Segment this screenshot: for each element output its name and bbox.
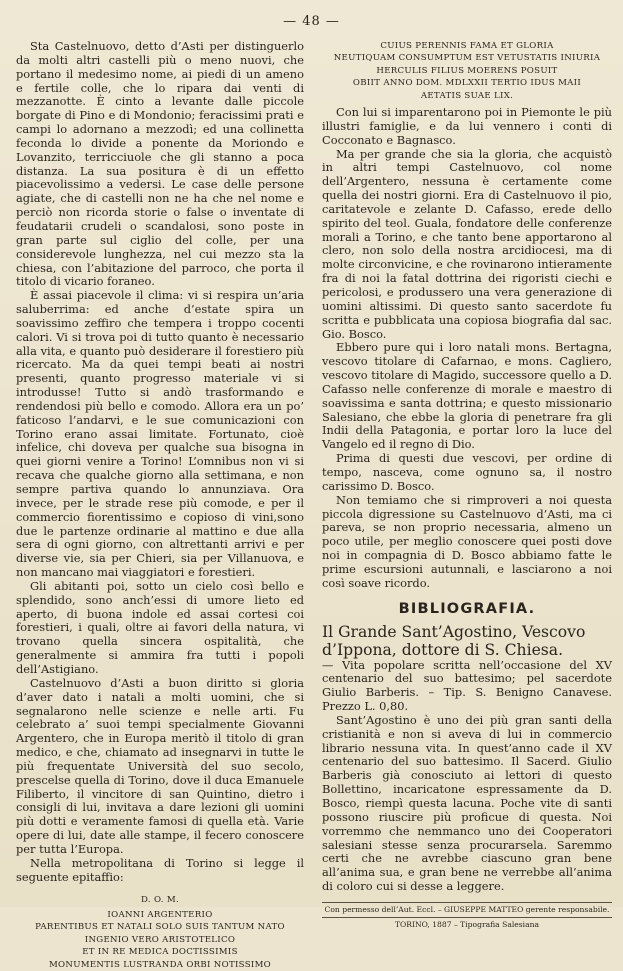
paragraph: È assai piacevole il clima: vi si respira un’aria saluberrima: ed anche d’estate spira un soavissimo zeffiro che tempera i troppo cocenti calori. Vi si trova poi di tutto quanto è necessario alla vita, e quanto può desiderare il forestiero più ricercato. Ma da quei tempi beati ai nostri presenti, quanto progresso materiale vi si introdusse! Tutto si andò trasformando e rendendosi più bello e comodo. Allora era un po’ faticoso l’andarvi, e le sue comunicazioni con Torino erano assai limitate. Fortunato, cioè infelice, chi doveva per qualche sua bisogna in quei giorni venire a Torino! L’omnibus non vi si recava che qualche giorno alla settimana, e non sempre partiva quando lo annunziava. Ora invece, per le strade rese più comode, e per il commercio fiorentissimo e copioso di vini,sono due le partenze ordinarie al mattino e due alla sera di ogni giorno, con altrettanti arrivi e per diverse vie, sia per Chieri, sia per Villanuova, e non mancano mai viaggiatori e forestieri. [16, 288, 304, 580]
paragraph: Con lui si imparentarono poi in Piemonte le più illustri famiglie, e da lui vennero i conti di Cocconato e Bagnasco. [322, 105, 612, 147]
footer-rule [322, 917, 612, 918]
epitaph-line: NEUTIQUAM CONSUMPTUM EST VETUSTATIS INIURIA [333, 53, 601, 64]
epitaph-line: ET IN RE MEDICA DOCTISSIMIS [82, 947, 238, 958]
paragraph: Gli abitanti poi, sotto un cielo così bello e splendido, sono anch’essi di umore lieto ed aperto, di buona indole ed assai cortesi coi forestieri, i quali, oltre ai favori della natura, vi trovano quella sincera ospitalità, che generalmente si ammira fra tutti i popoli dell’Astigiano. [16, 578, 304, 676]
epitaph-line: HERCULIS FILIUS MOERENS POSUIT [376, 65, 558, 76]
footer-rule [322, 902, 612, 903]
epitaph-line: CUIUS PERENNIS FAMA ET GLORIA [380, 41, 554, 51]
paragraph: Sta Castelnuovo, detto d’Asti per distinguerlo da molti altri castelli più o meno nuovi, che portano il medesimo nome, ai piedi di un ameno e fertile colle, che lo ripara dai venti di mezzanotte. È cinto a levante dalle piccole borgate di Pino e di Mondonio; feracissimi prati e campi lo adornano a mezzodì; ed una collinetta feconda lo divide a ponente da Moriondo e Lovanzito, terricciuole che gli stanno a poca distanza. La sua positura è di un effetto piacevolissimo a vedersi. Le case delle persone agiate, che di castelli non ne ha che nel nome e perciò non ricorda storie o false o inventate di feudatarii crudeli o scandalosi, sono poste in gran parte sul ciglio del colle, per una considerevole lunghezza, nel cui mezzo sta la chiesa, con l’abitazione del parroco, che porta il titolo di vicario foraneo. [16, 39, 304, 289]
book-subtitle: — Vita popolare scritta nell’occasione del XV centenario del suo battesimo; pel sacerdote Giulio Barberis. – Tip. S. Benigno Canavese. Prezzo L. 0,80. [322, 657, 612, 714]
bibliography-heading: BIBLIOGRAFIA. [398, 600, 536, 617]
epitaph-line: AETATIS SUAE LIX. [420, 90, 514, 101]
paragraph: Ma per grande che sia la gloria, che acquistò in altri tempi Castelnuovo, col nome dell’Argentero, nessuna è certamente come quella dei nostri giorni. Era di Castelnuovo il pio, caritatevole e zelante D. Cafasso, erede dello spirito del teol. Guala, fondatore delle conferenze morali a Torino, e che tanto bene apportarono al clero, non solo della nostra arcidiocesi, ma di molte circonvicine, e che rovinarono intieramente fra di noi la fatal dottrina dei rigoristi ciechi e pericolosi, e produssero una vera generazione di uomini altissimi. Di questo santo sacerdote fu scritta e pubblicata una copiosa biografia dal sac. Gio. Bosco. [322, 146, 612, 341]
left-text [16, 40, 304, 884]
right-column [322, 40, 612, 930]
epitaph-line: INGENIO VERO ARISTOTELICO [84, 934, 236, 945]
publication-permission: Con permesso dell’Aut. Eccl. – GIUSEPPE MATTEO gerente responsabile. [324, 904, 610, 914]
book-review [322, 659, 612, 894]
epitaph-right [322, 40, 612, 102]
page-number: — 48 — [283, 14, 340, 29]
epitaph-line: PARENTIBUS ET NATALI SOLO SUIS TANTUM NATO [35, 922, 285, 933]
book-review-body: Sant’Agostino è uno dei più gran santi della cristianità e non si aveva di lui in commercio librario nessuna vita. In quest’anno cade il XV centenario del suo battesimo. Il Sacerd. Giulio Barberis già conosciuto ai lettori di questo Bollettino, incaricatone espressamente da D. Bosco, riempì questa lacuna. Poche vite di santi possono riuscire più proficue di questa. Noi vorremmo che nemmanco uno dei Cooperatori salesiani stesse senza procurarsela. Saremmo certi che ne avrebbe ciascuno gran bene all’anima sua, e gran bene ne verrebbe all’anima di coloro cui si desse a leggere. [322, 712, 612, 894]
paragraph: Ebbero pure qui i loro natali mons. Bertagna, vescovo titolare di Cafarnao, e mons. Cagliero, vescovo titolare di Magido, successore quello a D. Cafasso nelle conferenze di morale e maestro di soavissima e santa dottrina; e questo missionario Salesiano, che ebbe la gloria di penetrare fra gli Indii della Patagonia, e portar loro la luce del Vangelo ed il regno di Dio. [322, 340, 612, 452]
paragraph: Castelnuovo d’Asti a buon diritto si gloria d’aver dato i natali a molti uomini, che si segnalarono nelle scienze e nelle arti. Fu celebrato a’ suoi tempi specialmente Giovanni Argentero, che in Europa meritò il titolo di gran medico, e che, chiamato ad insegnarvi in tutte le più frequentate Università del suo secolo, prescelse quella di Torino, dove il duca Emanuele Filiberto, il vincitore di san Quintino, dietro i consigli di lui, invitava a dare lezioni gli uomini più dotti e veramente famosi di quella età. Varie opere di lui, date alle stampe, il fecero conoscere per tutta l’Europa. [16, 675, 304, 856]
epitaph-line: OBIIT ANNO DOM. MDLXXII TERTIO IDUS MAII [352, 78, 582, 89]
paragraph: Prima di questi due vescovi, per ordine di tempo, nasceva, come ognuno sa, il nostro carissimo D. Bosco. [322, 451, 612, 493]
left-column [16, 40, 304, 971]
epitaph-left [16, 894, 304, 970]
right-text [322, 106, 612, 591]
book-title: Il Grande Sant’Agostino, Vescovo d’Ippona, dottore di S. Chiesa. [322, 622, 586, 659]
epitaph-line: MONUMENTIS LUSTRANDA ORBI NOTISSIMO [48, 959, 272, 970]
printer-line: TORINO, 1887 – Tipografia Salesiana [394, 919, 540, 929]
paragraph: Non temiamo che si rimproveri a noi questa piccola digressione su Castelnuovo d’Asti, ma ci pareva, se non proprio necessaria, almeno un poco utile, per meglio conoscere quei posti dove noi in compagnia di D. Bosco abbiamo fatte le prime escursioni autunnali, e lasciarono a noi così soave ricordo. [322, 492, 612, 590]
epitaph-line: D. O. M. [141, 895, 179, 906]
epitaph-line: IOANNI ARGENTERIO [107, 909, 213, 920]
paragraph: Nella metropolitana di Torino si legge il seguente epitaffio: [16, 855, 304, 884]
